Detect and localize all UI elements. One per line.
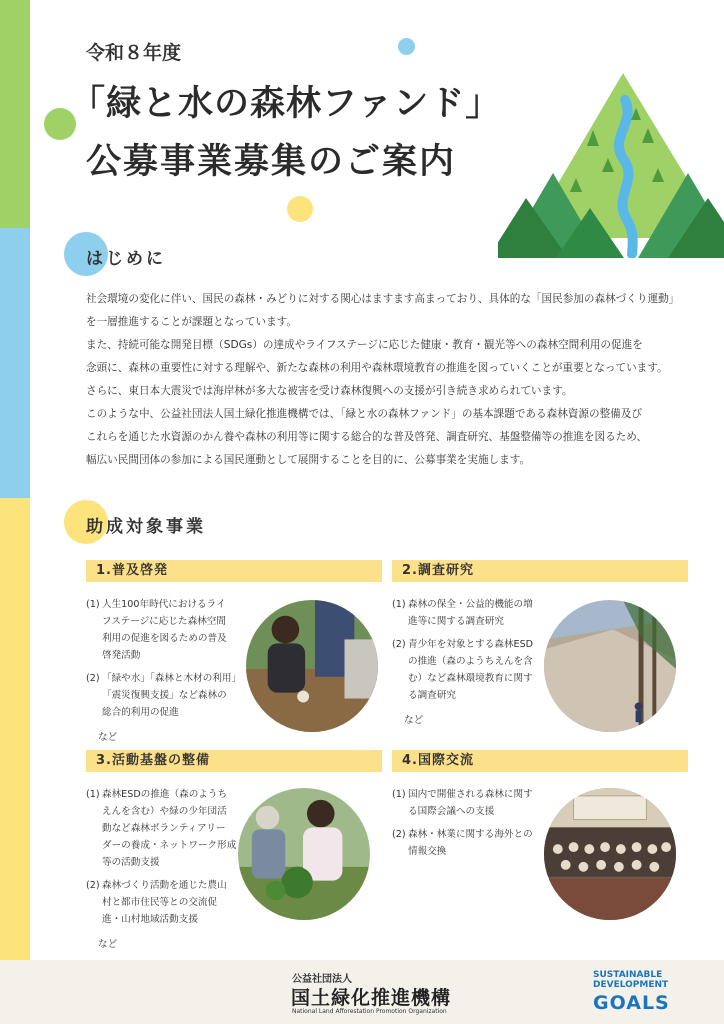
fiscal-year: 令和８年度 xyxy=(86,42,182,64)
intro-text xyxy=(86,288,696,472)
intro-line: これらを通じた水資源のかん養や森林の利用等に関する総合的な普及啓発、調査研究、基盤整備等の推進を図るため、 xyxy=(86,431,648,443)
category-item: (2) 青少年を対象とする森林ESD の推進（森のようちえんを含 む）など森林環境教育に関す る調査研究 xyxy=(392,639,534,701)
deco-dot-blue xyxy=(398,38,415,55)
org-english-name: National Land Afforestation Promotion Organization xyxy=(292,1008,447,1015)
photo-forest-slope xyxy=(544,600,676,732)
intro-line: 社会環境の変化に伴い、国民の森林・みどりに対する関心はますます高まっており、具体的な「国民参加の森林づくり運動」 xyxy=(86,293,680,305)
category-item: (2) 森林・林業に関する海外との 情報交換 xyxy=(392,829,533,857)
category-research xyxy=(392,560,688,726)
category-title: 2.調査研究 xyxy=(392,560,688,582)
page-title-line1: 「緑と水の森林ファンド」 xyxy=(70,84,502,124)
etc-note: など xyxy=(98,732,118,743)
page-title-line2: 公募事業募集のご案内 xyxy=(86,142,457,182)
deco-dot-yellow xyxy=(287,196,313,222)
category-item: (1) 森林ESDの推進（森のようち えんを含む）や緑の少年団活 動など森林ボランティアリー ダーの養成・ネットワーク形成 等の活動支援 xyxy=(86,789,237,868)
category-item: (2) 「緑や水」「森林と木材の利用」 「震災復興支援」など森林の 総合的利用の促進 xyxy=(86,673,242,718)
sdgs-logo xyxy=(593,970,668,990)
category-item: (1) 人生100年時代におけるライ フステージに応じた森林空間 利用の促進を図るための普及 啓発活動 xyxy=(86,599,227,661)
org-name-logo: 国土緑化推進機構 xyxy=(291,987,452,1009)
intro-line: このような中、公益社団法人国土緑化推進機構では、「緑と水の森林ファンド」の基本課題である森林資源の整備及び xyxy=(86,408,642,420)
category-item: (1) 森林の保全・公益的機能の増 進等に関する調査研究 xyxy=(392,599,533,627)
intro-line: 幅広い民間団体の参加による国民運動として展開することを目的に、公募事業を実施します。 xyxy=(86,454,531,466)
photo-volunteers-seedlings xyxy=(238,788,370,920)
sdgs-line1: SUSTAINABLE xyxy=(593,970,663,980)
org-type: 公益社団法人 xyxy=(292,974,352,985)
intro-line: さらに、東日本大震災では海岸林が多大な被害を受け森林復興への支援が引き続き求められています。 xyxy=(86,385,573,397)
category-international xyxy=(392,750,688,860)
left-strip-green xyxy=(0,0,30,228)
intro-heading: はじめに xyxy=(86,249,166,269)
category-item: (2) 森林づくり活動を通じた農山 村と都市住民等との交流促 進・山村地域活動支援 xyxy=(86,880,227,925)
category-infrastructure xyxy=(86,750,382,950)
intro-line: を一層推進することが課題となっています。 xyxy=(86,316,298,328)
mountain-river-illustration xyxy=(498,68,724,258)
intro-line: また、持続可能な開発目標（SDGs）の達成やライフステージに応じた健康・教育・観光等への森林空間利用の促進を xyxy=(86,339,643,351)
etc-note: など xyxy=(404,715,424,726)
category-outreach xyxy=(86,560,382,743)
grants-heading: 助成対象事業 xyxy=(86,517,206,537)
etc-note: など xyxy=(98,939,118,950)
sdgs-goals: GOALS xyxy=(593,992,670,1014)
category-item: (1) 国内で開催される森林に関す る国際会議への支援 xyxy=(392,789,533,817)
left-strip-blue xyxy=(0,228,30,498)
intro-line: 念頭に、森林の重要性に対する理解や、新たな森林の利用や森林環境教育の推進を図っていくことが重要となっています。 xyxy=(86,362,668,374)
photo-international-conference xyxy=(544,788,676,920)
sdgs-line2: DEVELOPMENT xyxy=(593,980,669,990)
left-strip-yellow xyxy=(0,498,30,960)
category-title: 4.国際交流 xyxy=(392,750,688,772)
photo-children-planting xyxy=(246,600,378,732)
category-title: 3.活動基盤の整備 xyxy=(86,750,382,772)
category-title: 1.普及啓発 xyxy=(86,560,382,582)
